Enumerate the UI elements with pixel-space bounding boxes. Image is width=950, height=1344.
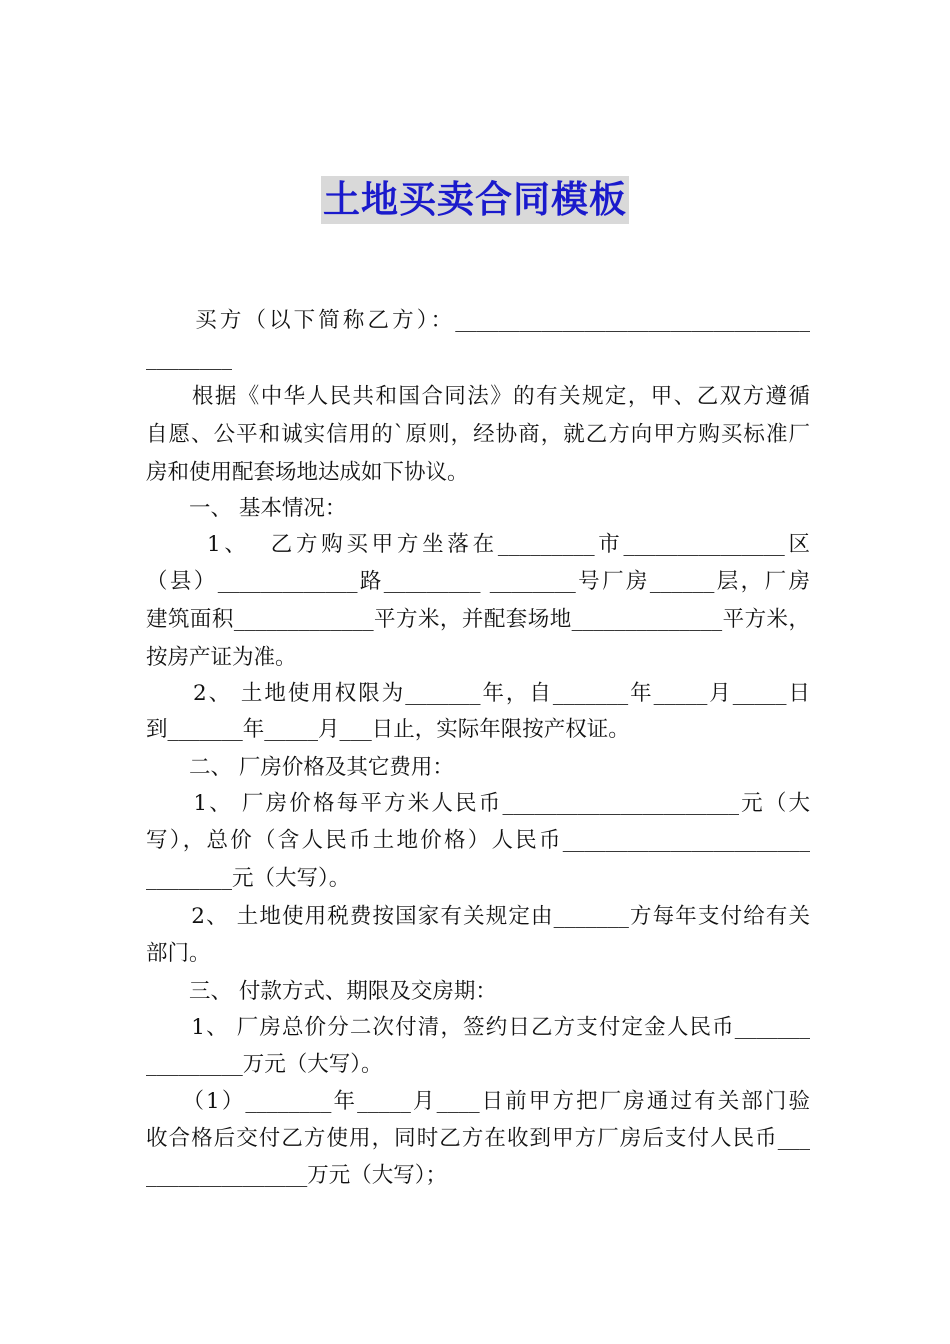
clause-line: 建筑面积_____________平方米，并配套场地______________平方米， [146,607,810,632]
section-heading: 三、 付款方式、期限及交房期： [146,979,497,1004]
buyer-line: 买方（以下简称乙方）：_________________________________ [146,308,810,333]
clause-line: ________元（大写）。 [146,866,351,891]
buyer-line-cont: ________ [146,346,232,371]
section-heading: 二、 厂房价格及其它费用： [146,755,454,780]
document-title: 土地买卖合同模板 [321,176,629,224]
clause-line: 2、 土地使用权限为_______年，自_______年_____月_____日 [146,681,810,706]
clause-line: 1、 乙方购买甲方坐落在_________市_______________区 [146,532,810,557]
preamble-line: 自愿、公平和诚实信用的`原则，经协商，就乙方向甲方购买标准厂 [146,422,810,447]
clause-line: 1、 厂房总价分二次付清，签约日乙方支付定金人民币_______ [146,1015,810,1040]
clause-line: （1）________年_____月____日前甲方把厂房通过有关部门验 [146,1089,810,1114]
clause-line: 收合格后交付乙方使用，同时乙方在收到甲方厂房后支付人民币___ [146,1126,810,1151]
preamble-line: 房和使用配套场地达成如下协议。 [146,460,469,485]
section-heading: 一、 基本情况： [146,496,347,521]
title-container [0,176,950,224]
clause-line: _________万元（大写）。 [146,1052,383,1077]
clause-line: _______________万元（大写）； [146,1163,448,1188]
clause-line: 2、 土地使用税费按国家有关规定由_______方每年支付给有关 [146,904,810,929]
clause-line: 1、 厂房价格每平方米人民币______________________元（大 [146,791,810,816]
clause-line: （县）_____________路_________ ________号厂房______层，厂房 [146,569,810,594]
clause-line: 到_______年_____月___日止，实际年限按产权证。 [146,717,630,742]
preamble-line: 根据《中华人民共和国合同法》的有关规定，甲、乙双方遵循 [146,384,810,409]
clause-line: 写），总价（含人民币土地价格）人民币_______________________ [146,828,810,853]
clause-line: 按房产证为准。 [146,645,297,670]
clause-line: 部门。 [146,941,211,966]
